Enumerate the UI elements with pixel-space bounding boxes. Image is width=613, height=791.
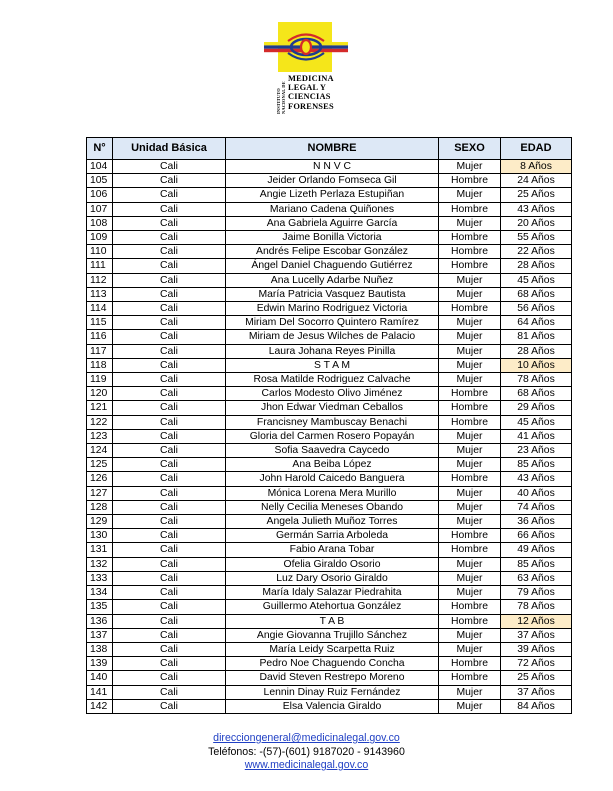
row-number: 142 — [87, 699, 113, 713]
row-number: 127 — [87, 486, 113, 500]
row-name: María Idaly Salazar Piedrahita — [226, 586, 439, 600]
row-name: Angie Lizeth Perlaza Estupiñan — [226, 188, 439, 202]
row-number: 136 — [87, 614, 113, 628]
table-row — [87, 614, 572, 628]
header-age: EDAD — [501, 138, 572, 160]
row-number: 135 — [87, 600, 113, 614]
row-sex: Hombre — [439, 387, 501, 401]
row-number: 116 — [87, 330, 113, 344]
row-unit: Cali — [113, 415, 226, 429]
table-row — [87, 216, 572, 230]
table-row — [87, 330, 572, 344]
row-age: 49 Años — [501, 543, 572, 557]
row-unit: Cali — [113, 160, 226, 174]
row-name: Nelly Cecilia Meneses Obando — [226, 500, 439, 514]
table-row — [87, 444, 572, 458]
row-number: 138 — [87, 642, 113, 656]
table-row — [87, 401, 572, 415]
row-name: Elsa Valencia Giraldo — [226, 699, 439, 713]
row-name: Carlos Modesto Olivo Jiménez — [226, 387, 439, 401]
row-number: 107 — [87, 202, 113, 216]
row-age: 84 Años — [501, 699, 572, 713]
logo-vertical-text: INSTITUTO NACIONAL DE — [276, 81, 286, 114]
row-age: 20 Años — [501, 216, 572, 230]
table-row — [87, 500, 572, 514]
row-sex: Mujer — [439, 273, 501, 287]
row-unit: Cali — [113, 273, 226, 287]
row-number: 132 — [87, 557, 113, 571]
row-number: 109 — [87, 231, 113, 245]
row-age: 23 Años — [501, 444, 572, 458]
row-name: Miriam Del Socorro Quintero Ramírez — [226, 316, 439, 330]
row-number: 137 — [87, 628, 113, 642]
row-name: Sofia Saavedra Caycedo — [226, 444, 439, 458]
row-name: John Harold Caicedo Banguera — [226, 472, 439, 486]
row-age: 85 Años — [501, 458, 572, 472]
row-number: 128 — [87, 500, 113, 514]
table-row — [87, 373, 572, 387]
row-unit: Cali — [113, 287, 226, 301]
row-unit: Cali — [113, 628, 226, 642]
row-sex: Mujer — [439, 344, 501, 358]
row-number: 130 — [87, 529, 113, 543]
table-row — [87, 429, 572, 443]
row-name: Rosa Matilde Rodriguez Calvache — [226, 373, 439, 387]
table-row — [87, 515, 572, 529]
row-unit: Cali — [113, 543, 226, 557]
row-number: 140 — [87, 671, 113, 685]
row-number: 123 — [87, 429, 113, 443]
row-unit: Cali — [113, 174, 226, 188]
row-sex: Mujer — [439, 699, 501, 713]
row-unit: Cali — [113, 458, 226, 472]
table-row — [87, 245, 572, 259]
table-row — [87, 358, 572, 372]
header-unit: Unidad Básica — [113, 138, 226, 160]
row-name: Gloria del Carmen Rosero Popayán — [226, 429, 439, 443]
row-name: T A B — [226, 614, 439, 628]
row-name: Miriam de Jesus Wilches de Palacio — [226, 330, 439, 344]
row-sex: Hombre — [439, 245, 501, 259]
row-sex: Hombre — [439, 529, 501, 543]
row-unit: Cali — [113, 642, 226, 656]
row-number: 119 — [87, 373, 113, 387]
row-age: 12 Años — [501, 614, 572, 628]
logo-line: FORENSES — [288, 101, 334, 111]
row-age: 29 Años — [501, 401, 572, 415]
row-age: 63 Años — [501, 571, 572, 585]
row-unit: Cali — [113, 614, 226, 628]
row-number: 111 — [87, 259, 113, 273]
row-unit: Cali — [113, 699, 226, 713]
row-number: 131 — [87, 543, 113, 557]
row-sex: Mujer — [439, 571, 501, 585]
row-sex: Hombre — [439, 231, 501, 245]
row-age: 40 Años — [501, 486, 572, 500]
row-name: Ana Lucelly Adarbe Nuñez — [226, 273, 439, 287]
table-row — [87, 160, 572, 174]
row-number: 112 — [87, 273, 113, 287]
row-age: 43 Años — [501, 472, 572, 486]
header-number: N° — [87, 138, 113, 160]
row-unit: Cali — [113, 671, 226, 685]
row-age: 28 Años — [501, 259, 572, 273]
row-sex: Hombre — [439, 415, 501, 429]
row-name: Francisney Mambuscay Benachi — [226, 415, 439, 429]
row-number: 120 — [87, 387, 113, 401]
table-row — [87, 628, 572, 642]
row-sex: Mujer — [439, 216, 501, 230]
row-number: 122 — [87, 415, 113, 429]
row-age: 78 Años — [501, 373, 572, 387]
row-sex: Mujer — [439, 586, 501, 600]
row-age: 36 Años — [501, 515, 572, 529]
header-name: NOMBRE — [226, 138, 439, 160]
contact-footer — [0, 732, 613, 773]
table-row — [87, 472, 572, 486]
row-sex: Mujer — [439, 500, 501, 514]
header-sex: SEXO — [439, 138, 501, 160]
row-age: 55 Años — [501, 231, 572, 245]
table-row — [87, 657, 572, 671]
table-row — [87, 557, 572, 571]
row-name: N N V C — [226, 160, 439, 174]
row-number: 139 — [87, 657, 113, 671]
logo-line: LEGAL Y — [288, 83, 327, 93]
row-number: 108 — [87, 216, 113, 230]
row-name: S T A M — [226, 358, 439, 372]
row-age: 56 Años — [501, 302, 572, 316]
table-row — [87, 529, 572, 543]
row-unit: Cali — [113, 401, 226, 415]
row-age: 66 Años — [501, 529, 572, 543]
table-row — [87, 273, 572, 287]
table-row — [87, 415, 572, 429]
logo-line: MEDICINA — [288, 74, 334, 83]
row-unit: Cali — [113, 202, 226, 216]
row-sex: Hombre — [439, 671, 501, 685]
row-name: Ana Beiba López — [226, 458, 439, 472]
row-number: 125 — [87, 458, 113, 472]
logo-eye-icon — [262, 20, 350, 72]
row-unit: Cali — [113, 486, 226, 500]
table-row — [87, 642, 572, 656]
row-number: 126 — [87, 472, 113, 486]
row-unit: Cali — [113, 231, 226, 245]
row-sex: Mujer — [439, 316, 501, 330]
row-sex: Hombre — [439, 614, 501, 628]
row-sex: Mujer — [439, 685, 501, 699]
row-age: 68 Años — [501, 387, 572, 401]
row-age: 8 Años — [501, 160, 572, 174]
row-age: 78 Años — [501, 600, 572, 614]
row-number: 117 — [87, 344, 113, 358]
row-unit: Cali — [113, 557, 226, 571]
row-sex: Mujer — [439, 444, 501, 458]
row-age: 37 Años — [501, 685, 572, 699]
row-number: 115 — [87, 316, 113, 330]
table-header-row — [87, 138, 572, 160]
row-sex: Mujer — [439, 287, 501, 301]
row-name: Luz Dary Osorio Giraldo — [226, 571, 439, 585]
row-age: 28 Años — [501, 344, 572, 358]
table-row — [87, 188, 572, 202]
row-sex: Mujer — [439, 515, 501, 529]
table-body — [87, 160, 572, 714]
row-number: 118 — [87, 358, 113, 372]
row-age: 39 Años — [501, 642, 572, 656]
table-row — [87, 543, 572, 557]
row-number: 106 — [87, 188, 113, 202]
row-number: 124 — [87, 444, 113, 458]
row-name: Ana Gabriela Aguirre García — [226, 216, 439, 230]
row-number: 110 — [87, 245, 113, 259]
row-number: 134 — [87, 586, 113, 600]
row-name: Lennin Dinay Ruiz Fernández — [226, 685, 439, 699]
row-name: Guillermo Atehortua González — [226, 600, 439, 614]
row-age: 43 Años — [501, 202, 572, 216]
row-sex: Mujer — [439, 429, 501, 443]
row-unit: Cali — [113, 188, 226, 202]
row-sex: Mujer — [439, 373, 501, 387]
row-name: Ángel Daniel Chaguendo Gutiérrez — [226, 259, 439, 273]
row-age: 22 Años — [501, 245, 572, 259]
row-unit: Cali — [113, 444, 226, 458]
row-unit: Cali — [113, 316, 226, 330]
row-number: 141 — [87, 685, 113, 699]
row-name: Edwin Marino Rodriguez Victoria — [226, 302, 439, 316]
row-unit: Cali — [113, 657, 226, 671]
row-unit: Cali — [113, 685, 226, 699]
row-name: Laura Johana Reyes Pinilla — [226, 344, 439, 358]
row-age: 45 Años — [501, 273, 572, 287]
row-unit: Cali — [113, 358, 226, 372]
table-row — [87, 600, 572, 614]
row-name: Andrés Felipe Escobar González — [226, 245, 439, 259]
table-row — [87, 586, 572, 600]
row-name: Mónica Lorena Mera Murillo — [226, 486, 439, 500]
row-name: David Steven Restrepo Moreno — [226, 671, 439, 685]
row-age: 24 Años — [501, 174, 572, 188]
row-name: Fabio Arana Tobar — [226, 543, 439, 557]
table-row — [87, 671, 572, 685]
row-name: Germán Sarria Arboleda — [226, 529, 439, 543]
row-name: Angela Julieth Muñoz Torres — [226, 515, 439, 529]
row-sex: Mujer — [439, 160, 501, 174]
row-unit: Cali — [113, 302, 226, 316]
table-row — [87, 344, 572, 358]
table-row — [87, 685, 572, 699]
row-age: 37 Años — [501, 628, 572, 642]
row-name: Pedro Noe Chaguendo Concha — [226, 657, 439, 671]
logo-wordmark — [276, 74, 334, 114]
row-unit: Cali — [113, 600, 226, 614]
row-number: 121 — [87, 401, 113, 415]
row-sex: Hombre — [439, 543, 501, 557]
row-unit: Cali — [113, 373, 226, 387]
row-number: 105 — [87, 174, 113, 188]
row-sex: Mujer — [439, 188, 501, 202]
table-row — [87, 174, 572, 188]
row-age: 25 Años — [501, 671, 572, 685]
row-sex: Hombre — [439, 174, 501, 188]
row-age: 10 Años — [501, 358, 572, 372]
row-age: 41 Años — [501, 429, 572, 443]
row-sex: Mujer — [439, 358, 501, 372]
row-unit: Cali — [113, 330, 226, 344]
row-age: 25 Años — [501, 188, 572, 202]
row-sex: Mujer — [439, 458, 501, 472]
row-age: 74 Años — [501, 500, 572, 514]
row-sex: Hombre — [439, 401, 501, 415]
table-row — [87, 231, 572, 245]
row-sex: Mujer — [439, 330, 501, 344]
row-unit: Cali — [113, 500, 226, 514]
row-sex: Hombre — [439, 472, 501, 486]
row-age: 45 Años — [501, 415, 572, 429]
row-age: 79 Años — [501, 586, 572, 600]
row-unit: Cali — [113, 245, 226, 259]
table-row — [87, 302, 572, 316]
victims-table — [86, 137, 572, 714]
row-sex: Hombre — [439, 202, 501, 216]
row-name: Ofelia Giraldo Osorio — [226, 557, 439, 571]
row-sex: Hombre — [439, 259, 501, 273]
row-age: 64 Años — [501, 316, 572, 330]
row-sex: Mujer — [439, 486, 501, 500]
row-unit: Cali — [113, 586, 226, 600]
row-number: 113 — [87, 287, 113, 301]
table-row — [87, 202, 572, 216]
table-row — [87, 259, 572, 273]
row-age: 81 Años — [501, 330, 572, 344]
table-row — [87, 387, 572, 401]
row-unit: Cali — [113, 571, 226, 585]
table-row — [87, 316, 572, 330]
row-unit: Cali — [113, 344, 226, 358]
table-row — [87, 571, 572, 585]
phone-text: Teléfonos: -(57)-(601) 9187020 - 9143960 — [208, 745, 405, 758]
institute-logo — [262, 20, 350, 120]
row-unit: Cali — [113, 515, 226, 529]
row-unit: Cali — [113, 387, 226, 401]
table-row — [87, 458, 572, 472]
row-number: 129 — [87, 515, 113, 529]
row-sex: Hombre — [439, 302, 501, 316]
row-number: 133 — [87, 571, 113, 585]
row-unit: Cali — [113, 529, 226, 543]
logo-line: CIENCIAS — [288, 92, 331, 102]
row-name: Jaime Bonilla Victoria — [226, 231, 439, 245]
table-row — [87, 699, 572, 713]
row-unit: Cali — [113, 429, 226, 443]
table-row — [87, 486, 572, 500]
row-sex: Hombre — [439, 657, 501, 671]
row-age: 72 Años — [501, 657, 572, 671]
row-number: 104 — [87, 160, 113, 174]
row-sex: Mujer — [439, 642, 501, 656]
row-age: 68 Años — [501, 287, 572, 301]
row-sex: Mujer — [439, 557, 501, 571]
table-row — [87, 287, 572, 301]
row-name: Jeider Orlando Fomseca Gil — [226, 174, 439, 188]
row-unit: Cali — [113, 472, 226, 486]
row-age: 85 Años — [501, 557, 572, 571]
row-name: María Patricia Vasquez Bautista — [226, 287, 439, 301]
email-link[interactable]: direcciongeneral@medicinalegal.gov.co — [213, 732, 400, 744]
row-sex: Hombre — [439, 600, 501, 614]
row-unit: Cali — [113, 216, 226, 230]
row-unit: Cali — [113, 259, 226, 273]
row-name: Angie Giovanna Trujillo Sánchez — [226, 628, 439, 642]
row-name: Jhon Edwar Viedman Ceballos — [226, 401, 439, 415]
website-link[interactable]: www.medicinalegal.gov.co — [244, 759, 369, 771]
row-name: Mariano Cadena Quiñones — [226, 202, 439, 216]
row-number: 114 — [87, 302, 113, 316]
row-name: María Leidy Scarpetta Ruiz — [226, 642, 439, 656]
row-sex: Mujer — [439, 628, 501, 642]
